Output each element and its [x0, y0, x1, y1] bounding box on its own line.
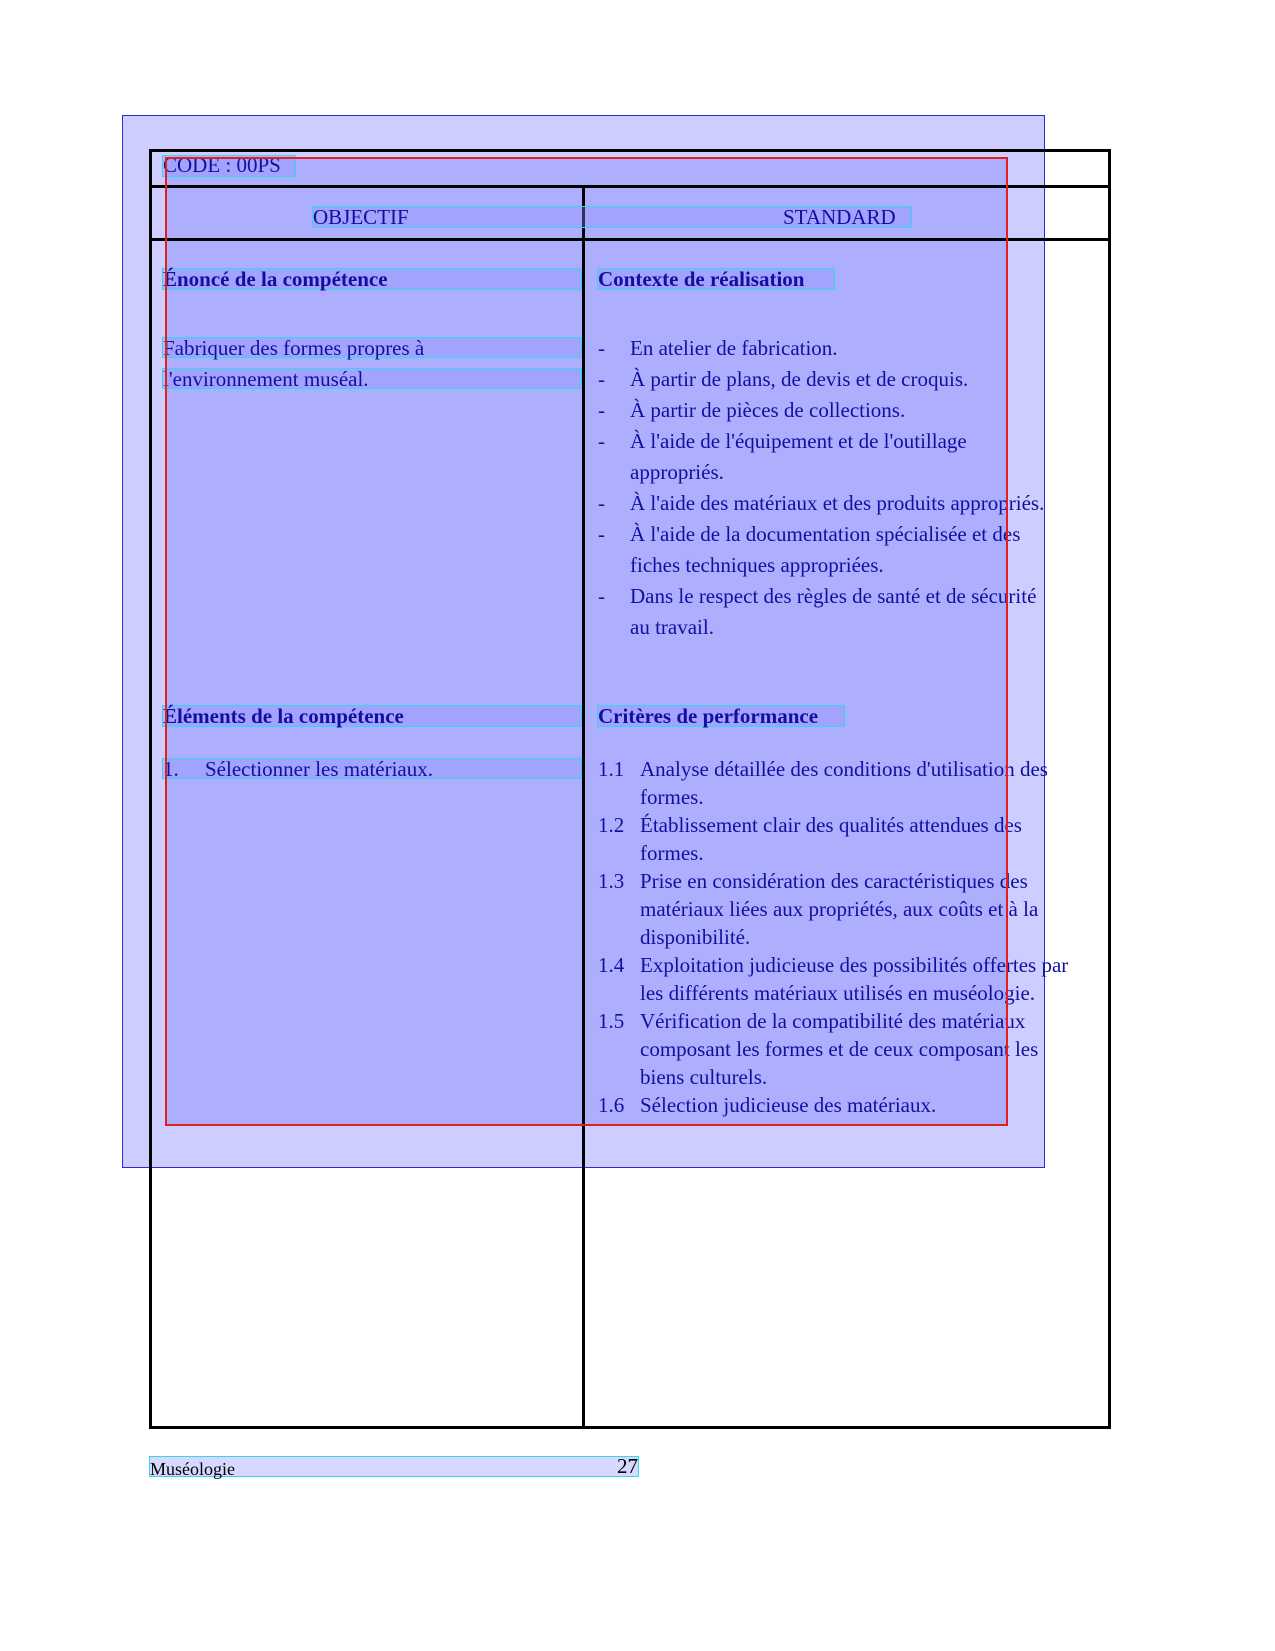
- contexte-line: fiches techniques appropriées.: [630, 553, 884, 577]
- bullet: -: [598, 367, 605, 391]
- critere-line: formes.: [640, 785, 704, 809]
- critere-number: 1.4: [598, 953, 625, 977]
- critere-line: Prise en considération des caractéristiques des: [640, 869, 1028, 893]
- bullet: -: [598, 584, 605, 608]
- contexte-line: au travail.: [630, 615, 714, 639]
- header-standard: STANDARD: [783, 205, 896, 229]
- critere-number: 1.2: [598, 813, 625, 837]
- critere-line: Analyse détaillée des conditions d'utilisation des: [640, 757, 1048, 781]
- elements-item-number: 1.: [163, 757, 179, 781]
- contexte-line: À l'aide de l'équipement et de l'outillage: [630, 429, 967, 453]
- critere-line: Vérification de la compatibilité des matériaux: [640, 1009, 1026, 1033]
- critere-line: les différents matériaux utilisés en muséologie.: [640, 981, 1036, 1005]
- critere-number: 1.1: [598, 757, 625, 781]
- enonce-title: Énoncé de la compétence: [163, 267, 388, 291]
- contexte-line: À l'aide des matériaux et des produits appropriés.: [630, 491, 1045, 515]
- bullet: -: [598, 522, 605, 546]
- contexte-line: Dans le respect des règles de santé et de sécurité: [630, 584, 1037, 608]
- contexte-line: À l'aide de la documentation spécialisée et des: [630, 522, 1021, 546]
- contexte-line: À partir de pièces de collections.: [630, 398, 906, 422]
- contexte-title: Contexte de réalisation: [598, 267, 805, 291]
- table-border-left: [149, 149, 152, 1429]
- criteres-title: Critères de performance: [598, 704, 819, 728]
- critere-line: formes.: [640, 841, 704, 865]
- enonce-line: Fabriquer des formes propres à: [163, 336, 425, 360]
- enonce-line: l'environnement muséal.: [163, 367, 369, 391]
- elements-title: Éléments de la compétence: [163, 704, 404, 728]
- critere-number: 1.3: [598, 869, 625, 893]
- critere-line: Exploitation judicieuse des possibilités offertes par: [640, 953, 1069, 977]
- table-border-right: [1108, 149, 1111, 1429]
- contexte-line: En atelier de fabrication.: [630, 336, 838, 360]
- critere-line: disponibilité.: [640, 925, 751, 949]
- table-border-bottom: [149, 1426, 1111, 1429]
- bullet: -: [598, 398, 605, 422]
- table-border-top: [149, 149, 1111, 152]
- bullet: -: [598, 429, 605, 453]
- critere-line: Établissement clair des qualités attendues des: [640, 813, 1022, 837]
- contexte-line: À partir de plans, de devis et de croquis.: [630, 367, 969, 391]
- code-label: CODE : 00PS: [163, 153, 281, 177]
- bullet: -: [598, 491, 605, 515]
- critere-line: matériaux liées aux propriétés, aux coûts et à la: [640, 897, 1039, 921]
- page-number: 27: [617, 1454, 638, 1478]
- critere-line: Sélection judicieuse des matériaux.: [640, 1093, 937, 1117]
- bullet: -: [598, 336, 605, 360]
- footer-title: Muséologie: [150, 1459, 235, 1479]
- elements-item-label: Sélectionner les matériaux.: [205, 757, 433, 781]
- annotation-frame: [163, 153, 1008, 1126]
- critere-line: biens culturels.: [640, 1065, 768, 1089]
- critere-number: 1.5: [598, 1009, 625, 1033]
- contexte-line: appropriés.: [630, 460, 724, 484]
- critere-line: composant les formes et de ceux composant les: [640, 1037, 1039, 1061]
- header-objectif: OBJECTIF: [313, 205, 409, 229]
- critere-number: 1.6: [598, 1093, 625, 1117]
